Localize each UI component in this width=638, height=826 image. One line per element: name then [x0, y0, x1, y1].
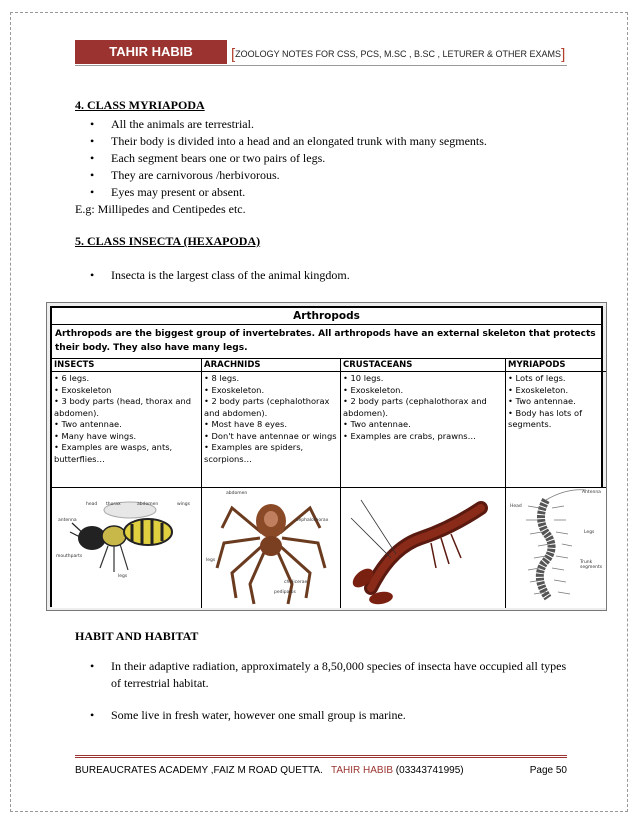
column-body: [202, 372, 340, 488]
column-header: INSECTS: [52, 359, 201, 372]
page-number: Page 50: [529, 765, 567, 776]
myriapod-label: Antenna: [582, 490, 601, 495]
fact-line: • Exoskeleton.: [343, 384, 404, 395]
insect-label: legs: [118, 574, 128, 579]
list-item: • In their adaptive radiation, approximately a 8,50,000 species of insecta have occupied all types of terrestrial habitat.: [90, 658, 567, 692]
intro-text: Arthropods are the biggest group of invertebrates. All arthropods have an: [55, 329, 438, 339]
list-item: • All the animals are terrestrial.: [90, 116, 567, 133]
fact-line: • 2 body parts (cephalothorax and abdomen).: [204, 396, 330, 418]
header-subtitle-text: ZOOLOGY NOTES FOR CSS, PCS, M.SC , B.SC , LETURER & OTHER EXAMS: [235, 49, 562, 59]
column-body: [341, 372, 505, 488]
column-crustaceans: [341, 359, 506, 608]
fact-line: • 10 legs.: [343, 373, 384, 383]
fact-line: • Two antennae.: [508, 396, 576, 406]
example-text: E.g: Millipedes and Centipedes etc.: [75, 202, 246, 216]
page-footer: [75, 755, 567, 776]
fact-line: • Examples are crabs, prawns…: [343, 430, 476, 441]
footer-phone: (03343741995): [395, 765, 464, 776]
brand-label: TAHIR HABIB: [75, 40, 227, 64]
list-item: • Some live in fresh water, however one small group is marine.: [90, 707, 567, 724]
figure-intro: [52, 325, 601, 359]
fact-line: • 3 body parts (head, thorax and abdomen).: [54, 396, 192, 418]
footer-address: [75, 765, 464, 776]
fact-line: • Lots of legs.: [508, 373, 566, 383]
column-header: ARACHNIDS: [202, 359, 340, 372]
insecta-list: [75, 267, 567, 284]
habit-section: [75, 628, 567, 739]
address-text: BUREAUCRATES ACADEMY ,FAIZ M ROAD QUETTA.: [75, 765, 323, 776]
spider-label: cephalothorax: [296, 518, 329, 523]
intro-highlight: many legs: [192, 343, 245, 353]
fact-line: • Most have 8 eyes.: [204, 419, 287, 429]
list-item: • They are carnivorous /herbivorous.: [90, 167, 567, 184]
spider-illustration: [202, 488, 340, 608]
arthropods-figure: [46, 302, 607, 611]
intro-highlight: external skeleton: [437, 329, 526, 339]
column-myriapods: [506, 359, 606, 608]
section-insecta: [75, 233, 567, 284]
fact-line: • Exoskeleton.: [508, 384, 569, 395]
fact-line: • Two antennae.: [54, 419, 122, 429]
myriapod-label: Legs: [584, 530, 595, 535]
insect-label: head: [86, 502, 98, 507]
footer-name: TAHIR HABIB: [330, 765, 394, 776]
fact-line: • Examples are wasps, ants, butterflies…: [54, 442, 173, 464]
fact-line: • Body has lots of segments.: [508, 407, 583, 429]
fact-line: • 6 legs.: [54, 373, 90, 383]
spider-label: abdomen: [226, 491, 248, 496]
wasp-illustration: [52, 488, 201, 608]
list-item: • Insecta is the largest class of the animal kingdom.: [90, 267, 567, 284]
insect-label: thorax: [106, 502, 121, 507]
spider-label: pedipalps: [274, 590, 296, 595]
myriapoda-list: [75, 116, 567, 201]
list-item: • Each segment bears one or two pairs of legs.: [90, 150, 567, 167]
spider-label: chelicerae: [284, 580, 308, 585]
myriapod-label: Head: [510, 504, 522, 509]
intro-text: .: [244, 343, 248, 353]
fact-line: • Exoskeleton: [54, 384, 112, 395]
column-arachnids: [202, 359, 341, 608]
insect-label: abdomen: [137, 502, 159, 507]
insect-label: wings: [177, 502, 190, 507]
fact-line: • 2 body parts (cephalothorax and abdomen).: [343, 396, 487, 418]
lobster-illustration: [341, 488, 505, 608]
figure-frame: [50, 306, 603, 607]
habit-list: [75, 658, 567, 724]
intro-text: that protects their body. They also have: [55, 329, 596, 353]
insect-label: antenna: [58, 518, 77, 523]
column-body: [506, 372, 606, 488]
section-title-insecta: 5. CLASS INSECTA (HEXAPODA): [75, 234, 261, 248]
list-item: • Their body is divided into a head and an elongated trunk with many segments.: [90, 133, 567, 150]
section-title-habit: HABIT AND HABITAT: [75, 629, 199, 643]
myriapod-label: Trunk segments: [580, 560, 603, 570]
header-subtitle: [ZOOLOGY NOTES FOR CSS, PCS, M.SC , B.SC , LETURER & OTHER EXAMS]: [231, 46, 566, 63]
lobster-drawing: [341, 488, 505, 608]
column-header: CRUSTACEANS: [341, 359, 505, 372]
page-header: [75, 38, 567, 66]
spider-label: legs: [206, 558, 216, 563]
column-header: MYRIAPODS: [506, 359, 606, 372]
fact-line: • Examples are spiders, scorpions…: [204, 442, 304, 464]
fact-line: • Many have wings.: [54, 430, 137, 441]
centipede-illustration: [506, 488, 606, 608]
fact-line: • Two antennae.: [343, 419, 411, 429]
fact-line: • Exoskeleton.: [204, 384, 265, 395]
spider-drawing: [202, 488, 340, 608]
fact-line: • Don't have antennae or wings: [204, 430, 337, 441]
section-title-myriapoda: 4. CLASS MYRIAPODA: [75, 98, 205, 112]
list-item: • Eyes may present or absent.: [90, 184, 567, 201]
column-insects: [52, 359, 202, 608]
fact-line: • 8 legs.: [204, 373, 240, 383]
insect-label: mouthparts: [56, 554, 83, 559]
figure-grid: [52, 359, 601, 608]
main-content: [75, 97, 567, 284]
figure-title: Arthropods: [52, 308, 601, 325]
column-body: [52, 372, 201, 488]
